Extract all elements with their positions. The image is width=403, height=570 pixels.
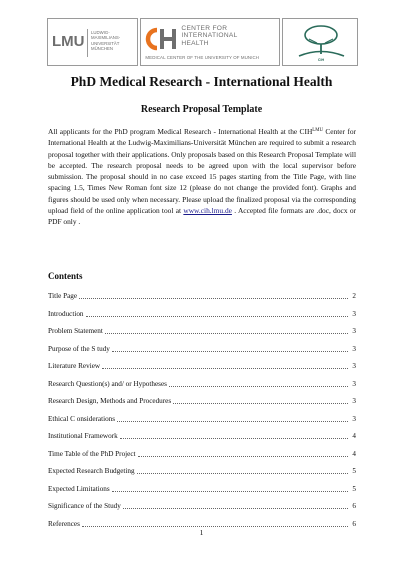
lmu-logo: [47, 18, 138, 66]
cih-subline: MEDICAL CENTER OF THE UNIVERSITY OF MUNICH: [145, 55, 260, 60]
cih-logo-mark: [143, 25, 179, 53]
toc-dot-leader: [120, 437, 348, 439]
toc-dot-leader: [102, 367, 348, 369]
toc-entry-title: Research Design, Methods and Procedures: [48, 397, 172, 405]
toc-entry[interactable]: [48, 324, 356, 336]
toc-entry-page: 6: [352, 519, 356, 528]
document-subtitle: Research Proposal Template: [140, 104, 263, 115]
toc-entry-title: Ethical C onsiderations: [48, 414, 116, 423]
toc-dot-leader: [173, 402, 348, 404]
toc-entry[interactable]: [48, 342, 356, 354]
toc-entry[interactable]: [48, 499, 356, 511]
toc-dot-leader: [117, 420, 348, 422]
intro-paragraph: [48, 126, 356, 228]
tree-logo: [282, 18, 359, 66]
toc-entry-page: 4: [352, 432, 356, 440]
toc-entry[interactable]: [48, 394, 356, 406]
tree-logo-caption: CIH: [317, 58, 325, 62]
toc-entry[interactable]: [48, 289, 356, 301]
toc-entry-page: 5: [352, 484, 356, 493]
lmu-logo-divider: [87, 29, 88, 57]
toc-dot-leader: [169, 385, 348, 387]
toc-entry-page: 6: [352, 502, 356, 510]
toc-dot-leader: [123, 507, 348, 509]
toc-entry[interactable]: [48, 412, 356, 424]
toc-entry-page: 5: [352, 467, 356, 475]
lmu-logo-mark: LMU: [52, 33, 85, 50]
toc-entry-page: 3: [352, 309, 356, 318]
toc-entry[interactable]: [48, 359, 356, 371]
toc-entry-title: Problem Statement: [48, 327, 103, 335]
toc-entry-title: Significance of the Study: [48, 502, 121, 510]
toc-entry-page: 3: [352, 397, 356, 405]
intro-text-start: All applicants for the PhD program Medical Research - International Health at the CIH: [48, 127, 313, 136]
toc-entry-title: Institutional Framework: [48, 432, 118, 440]
intro-text-body: Center for International Health at the Ludwig-Maximilians-Universität München are required to submit a research proposal together with their applications. Only proposals based on this Research Proposal Template will be accepted. The research proposal needs to be agreed upon with the local supervisor before submission. The proposal should in no case exceed 15 pages starting from the Title Page, with line spacing 1.5, Times New Roman font size 12 (please do not change the provided font). Graphs and figures should be used only when necessary. Please upload the finalized proposal via the corresponding upload field of the online application tool at: [48, 127, 356, 216]
toc-entry[interactable]: [48, 377, 356, 389]
header-logos: [47, 18, 358, 68]
toc-entry[interactable]: [48, 517, 356, 529]
lmu-university-name: LUDWIG- MAXIMILIANS- UNIVERSITÄT MÜNCHEN: [91, 30, 121, 52]
toc-dot-leader: [82, 525, 348, 527]
toc-entry-page: 2: [352, 292, 356, 300]
toc-dot-leader: [112, 350, 348, 352]
intro-superscript: LMU: [312, 128, 323, 133]
toc-entry-page: 3: [352, 414, 356, 423]
toc-entry[interactable]: [48, 429, 356, 441]
toc-entry-page: 3: [352, 379, 356, 388]
tree-icon: [287, 21, 356, 63]
toc-entry-title: References: [48, 519, 80, 528]
toc-entry-page: 3: [352, 327, 356, 335]
toc-entry-title: Research Question(s) and/ or Hypotheses: [48, 379, 167, 388]
toc-dot-leader: [137, 472, 348, 474]
toc-entry[interactable]: [48, 464, 356, 476]
document-title: PhD Medical Research - International Health: [70, 74, 333, 89]
toc-entry-page: 4: [352, 449, 356, 458]
toc-entry-title: Expected Research Budgeting: [48, 467, 135, 475]
toc-dot-leader: [112, 490, 348, 492]
toc-entry-title: Title Page: [48, 292, 78, 300]
toc-entry-title: Time Table of the PhD Project: [48, 449, 136, 458]
toc-entry-title: Purpose of the S tudy: [48, 344, 110, 353]
toc-dot-leader: [86, 315, 348, 317]
toc-entry-page: 3: [352, 362, 356, 370]
cih-website-link[interactable]: www.cih.lmu.de: [183, 206, 232, 216]
toc-dot-leader: [105, 332, 348, 334]
cih-center-name: CENTER FOR INTERNATIONAL HEALTH: [181, 25, 238, 47]
contents-heading: Contents: [48, 271, 83, 281]
toc-entry-title: Literature Review: [48, 362, 101, 370]
toc-entry-title: Expected Limitations: [48, 484, 110, 493]
toc-entry-page: 3: [352, 344, 356, 353]
toc-dot-leader: [138, 455, 348, 457]
cih-logo: [140, 18, 279, 66]
toc-entry[interactable]: [48, 307, 356, 319]
page-number: 1: [199, 528, 204, 537]
toc-entry[interactable]: [48, 447, 356, 459]
intro-text-end: . Accepted file formats are .doc, docx or PDF only .: [48, 206, 356, 227]
toc-dot-leader: [79, 297, 348, 299]
toc-entry[interactable]: [48, 482, 356, 494]
toc-entry-title: Introduction: [48, 309, 84, 318]
